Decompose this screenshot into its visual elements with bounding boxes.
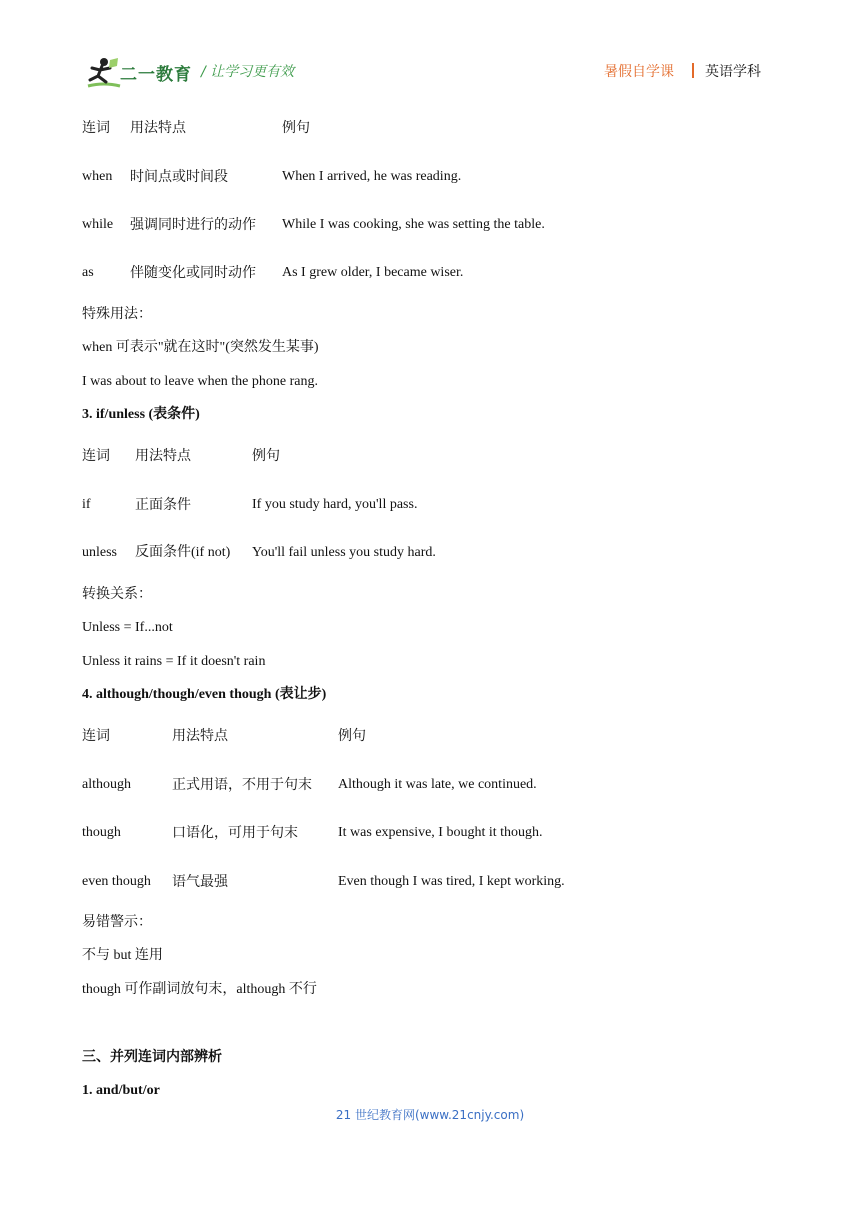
course-label: 暑假自学课 [604, 64, 674, 80]
conversion-example: Unless it rains = If it doesn't rain [82, 654, 266, 669]
page-footer: 21 世纪教育网(www.21cnjy.com) [335, 1108, 525, 1122]
table-cell: even though [82, 874, 151, 889]
special-usage-line: when 可表示"就在这时"(突然发生某事) [82, 340, 319, 355]
table-cell: When I arrived, he was reading. [282, 169, 462, 184]
table-cell: 反面条件(if not) [135, 545, 231, 560]
table-cell: though [82, 825, 121, 840]
table-header-cell: 例句 [338, 728, 366, 744]
table-header-cell: 连词 [82, 728, 110, 744]
section-heading: 4. although/though/even though (表让步) [82, 687, 327, 702]
special-usage-example: I was about to leave when the phone rang. [82, 374, 318, 389]
table-cell: 伴随变化或同时动作 [130, 265, 256, 281]
table-cell: while [82, 217, 114, 232]
table-header-cell: 连词 [82, 120, 110, 136]
table-cell: when [82, 169, 113, 184]
warning-line: 不与 but 连用 [82, 948, 163, 963]
table-header-cell: 用法特点 [130, 120, 186, 136]
section-heading: 1. and/but/or [82, 1083, 160, 1098]
logo-text: 二一教育 [120, 65, 192, 85]
table-header-cell: 例句 [252, 448, 280, 464]
header-divider [692, 63, 694, 78]
table-cell: unless [82, 545, 117, 560]
slogan: / 让学习更有效 [201, 64, 295, 80]
table-cell: 时间点或时间段 [130, 169, 228, 185]
table-header-cell: 连词 [82, 448, 110, 464]
table-header-cell: 用法特点 [135, 448, 191, 464]
subject-label: 英语学科 [705, 64, 761, 80]
table-cell: While I was cooking, she was setting the table. [282, 217, 545, 232]
table-cell: 正面条件 [135, 497, 191, 513]
page-header [0, 0, 860, 110]
table-header-cell: 例句 [282, 120, 310, 136]
table-header-cell: 用法特点 [172, 728, 228, 744]
special-usage-label: 特殊用法： [82, 306, 152, 322]
table-cell: Even though I was tired, I kept working. [338, 874, 565, 889]
table-cell: 语气最强 [172, 874, 228, 890]
warning-line: though 可作副词放句末，although 不行 [82, 982, 317, 997]
table-cell: if [82, 497, 91, 512]
table-cell: 强调同时进行的动作 [130, 217, 256, 233]
table-cell: As I grew older, I became wiser. [282, 265, 464, 280]
table-cell: 正式用语，不用于句末 [172, 777, 312, 793]
conversion-label: 转换关系： [82, 586, 152, 602]
table-cell: If you study hard, you'll pass. [252, 497, 418, 512]
table-cell: Although it was late, we continued. [338, 777, 537, 792]
table-cell: 口语化，可用于句末 [172, 825, 298, 841]
table-cell: although [82, 777, 131, 792]
conversion-line: Unless = If...not [82, 620, 173, 635]
table-cell: You'll fail unless you study hard. [252, 545, 436, 560]
table-cell: as [82, 265, 94, 280]
warning-label: 易错警示： [82, 914, 152, 930]
part-heading: 三、并列连词内部辨析 [82, 1049, 222, 1065]
section-heading: 3. if/unless (表条件) [82, 407, 200, 422]
table-cell: It was expensive, I bought it though. [338, 825, 543, 840]
